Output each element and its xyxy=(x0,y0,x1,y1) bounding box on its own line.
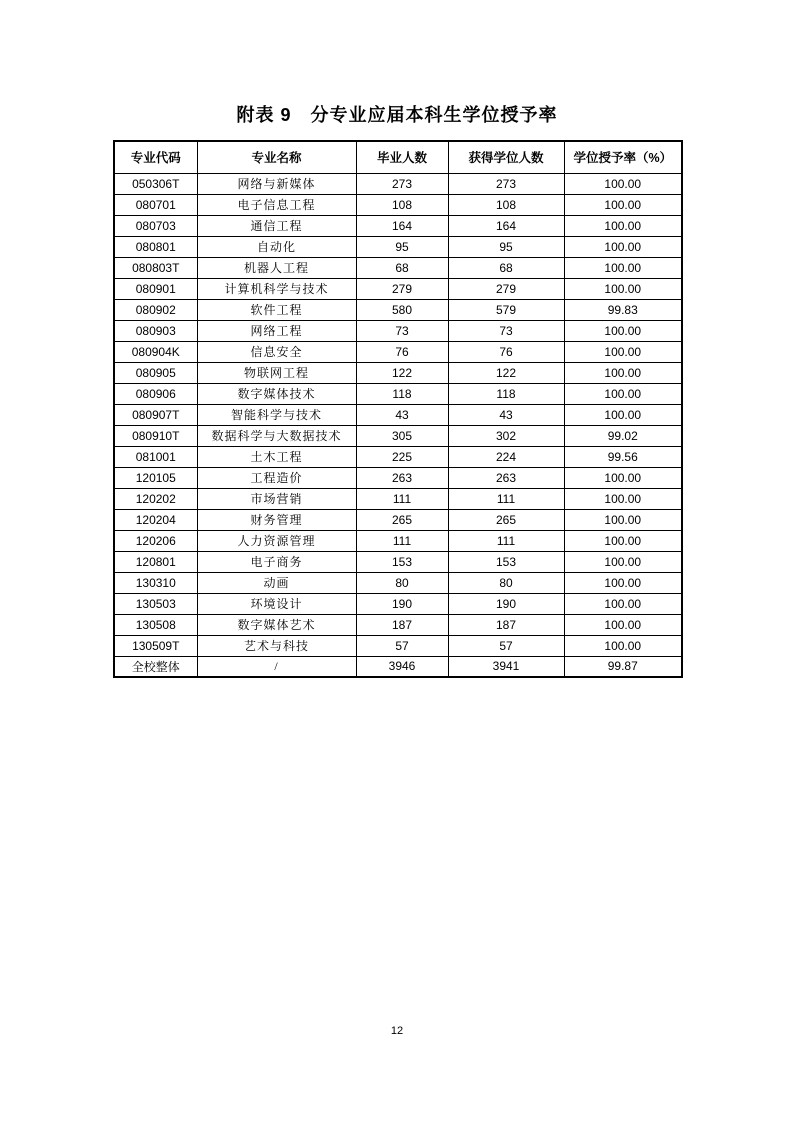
cell-award-rate: 99.56 xyxy=(564,446,682,467)
cell-award-rate: 100.00 xyxy=(564,383,682,404)
table-row xyxy=(114,341,682,362)
cell-graduate-count: 225 xyxy=(356,446,448,467)
table-row xyxy=(114,593,682,614)
cell-major-name: 智能科学与技术 xyxy=(197,404,356,425)
cell-graduate-count: 108 xyxy=(356,194,448,215)
cell-graduate-count: 3946 xyxy=(356,656,448,677)
cell-major-code: 全校整体 xyxy=(114,656,197,677)
cell-degree-count: 153 xyxy=(448,551,564,572)
cell-award-rate: 100.00 xyxy=(564,404,682,425)
cell-degree-count: 190 xyxy=(448,593,564,614)
cell-award-rate: 100.00 xyxy=(564,614,682,635)
cell-award-rate: 100.00 xyxy=(564,215,682,236)
cell-major-code: 130509T xyxy=(114,635,197,656)
cell-major-name: 通信工程 xyxy=(197,215,356,236)
cell-major-code: 080907T xyxy=(114,404,197,425)
table-header-row xyxy=(114,141,682,173)
cell-award-rate: 100.00 xyxy=(564,488,682,509)
cell-graduate-count: 265 xyxy=(356,509,448,530)
cell-award-rate: 100.00 xyxy=(564,341,682,362)
table-row xyxy=(114,425,682,446)
cell-major-name: 物联网工程 xyxy=(197,362,356,383)
cell-graduate-count: 187 xyxy=(356,614,448,635)
cell-graduate-count: 153 xyxy=(356,551,448,572)
cell-graduate-count: 73 xyxy=(356,320,448,341)
table-row xyxy=(114,362,682,383)
cell-major-name: 数字媒体艺术 xyxy=(197,614,356,635)
cell-graduate-count: 111 xyxy=(356,488,448,509)
cell-graduate-count: 279 xyxy=(356,278,448,299)
cell-graduate-count: 95 xyxy=(356,236,448,257)
cell-graduate-count: 57 xyxy=(356,635,448,656)
cell-award-rate: 100.00 xyxy=(564,467,682,488)
cell-degree-count: 263 xyxy=(448,467,564,488)
cell-major-name: 软件工程 xyxy=(197,299,356,320)
table-row xyxy=(114,509,682,530)
cell-major-code: 130508 xyxy=(114,614,197,635)
cell-award-rate: 100.00 xyxy=(564,278,682,299)
cell-graduate-count: 80 xyxy=(356,572,448,593)
cell-graduate-count: 263 xyxy=(356,467,448,488)
cell-award-rate: 100.00 xyxy=(564,509,682,530)
cell-major-code: 080803T xyxy=(114,257,197,278)
cell-graduate-count: 305 xyxy=(356,425,448,446)
cell-major-name: 数字媒体技术 xyxy=(197,383,356,404)
table-row xyxy=(114,635,682,656)
cell-degree-count: 118 xyxy=(448,383,564,404)
table-row xyxy=(114,656,682,677)
table-row xyxy=(114,614,682,635)
cell-graduate-count: 190 xyxy=(356,593,448,614)
table-row xyxy=(114,278,682,299)
cell-major-code: 050306T xyxy=(114,173,197,194)
cell-major-name: 动画 xyxy=(197,572,356,593)
cell-graduate-count: 118 xyxy=(356,383,448,404)
table-row xyxy=(114,488,682,509)
cell-award-rate: 100.00 xyxy=(564,593,682,614)
cell-degree-count: 187 xyxy=(448,614,564,635)
cell-award-rate: 100.00 xyxy=(564,320,682,341)
cell-degree-count: 579 xyxy=(448,299,564,320)
cell-major-code: 130310 xyxy=(114,572,197,593)
table-row xyxy=(114,551,682,572)
cell-degree-count: 164 xyxy=(448,215,564,236)
cell-major-code: 080801 xyxy=(114,236,197,257)
column-header-degree-count: 获得学位人数 xyxy=(448,141,564,173)
cell-degree-count: 302 xyxy=(448,425,564,446)
table-row xyxy=(114,236,682,257)
cell-major-code: 120206 xyxy=(114,530,197,551)
cell-graduate-count: 68 xyxy=(356,257,448,278)
cell-degree-count: 273 xyxy=(448,173,564,194)
cell-degree-count: 80 xyxy=(448,572,564,593)
cell-major-name: 数据科学与大数据技术 xyxy=(197,425,356,446)
cell-award-rate: 100.00 xyxy=(564,530,682,551)
degree-award-rate-table xyxy=(113,140,683,678)
table-row xyxy=(114,383,682,404)
cell-major-name: 电子信息工程 xyxy=(197,194,356,215)
cell-major-code: 130503 xyxy=(114,593,197,614)
cell-major-code: 081001 xyxy=(114,446,197,467)
table-row xyxy=(114,320,682,341)
table-row xyxy=(114,467,682,488)
cell-major-name: / xyxy=(197,656,356,677)
cell-award-rate: 100.00 xyxy=(564,236,682,257)
cell-major-code: 080703 xyxy=(114,215,197,236)
cell-graduate-count: 580 xyxy=(356,299,448,320)
cell-degree-count: 68 xyxy=(448,257,564,278)
cell-degree-count: 108 xyxy=(448,194,564,215)
table-row xyxy=(114,446,682,467)
column-header-award-rate: 学位授予率（%） xyxy=(564,141,682,173)
cell-major-code: 080902 xyxy=(114,299,197,320)
cell-degree-count: 73 xyxy=(448,320,564,341)
table-row xyxy=(114,194,682,215)
cell-award-rate: 100.00 xyxy=(564,257,682,278)
cell-degree-count: 224 xyxy=(448,446,564,467)
table-row xyxy=(114,215,682,236)
cell-degree-count: 57 xyxy=(448,635,564,656)
cell-award-rate: 99.02 xyxy=(564,425,682,446)
cell-major-name: 网络与新媒体 xyxy=(197,173,356,194)
table-row xyxy=(114,530,682,551)
cell-graduate-count: 122 xyxy=(356,362,448,383)
cell-degree-count: 43 xyxy=(448,404,564,425)
cell-award-rate: 99.87 xyxy=(564,656,682,677)
cell-degree-count: 122 xyxy=(448,362,564,383)
cell-major-code: 080910T xyxy=(114,425,197,446)
cell-graduate-count: 43 xyxy=(356,404,448,425)
cell-major-name: 自动化 xyxy=(197,236,356,257)
table-row xyxy=(114,404,682,425)
cell-award-rate: 99.83 xyxy=(564,299,682,320)
cell-graduate-count: 76 xyxy=(356,341,448,362)
cell-graduate-count: 164 xyxy=(356,215,448,236)
table-row xyxy=(114,572,682,593)
cell-graduate-count: 273 xyxy=(356,173,448,194)
column-header-major-name: 专业名称 xyxy=(197,141,356,173)
cell-major-code: 080701 xyxy=(114,194,197,215)
cell-award-rate: 100.00 xyxy=(564,173,682,194)
cell-major-name: 机器人工程 xyxy=(197,257,356,278)
cell-major-name: 人力资源管理 xyxy=(197,530,356,551)
cell-degree-count: 76 xyxy=(448,341,564,362)
cell-major-code: 120202 xyxy=(114,488,197,509)
table-row xyxy=(114,173,682,194)
column-header-graduate-count: 毕业人数 xyxy=(356,141,448,173)
cell-major-name: 计算机科学与技术 xyxy=(197,278,356,299)
cell-award-rate: 100.00 xyxy=(564,572,682,593)
cell-degree-count: 95 xyxy=(448,236,564,257)
table-body xyxy=(114,173,682,677)
cell-major-name: 土木工程 xyxy=(197,446,356,467)
cell-major-name: 工程造价 xyxy=(197,467,356,488)
cell-degree-count: 265 xyxy=(448,509,564,530)
cell-major-code: 120105 xyxy=(114,467,197,488)
cell-major-name: 财务管理 xyxy=(197,509,356,530)
page-title: 附表 9 分专业应届本科生学位授予率 xyxy=(236,105,558,125)
cell-major-name: 市场营销 xyxy=(197,488,356,509)
cell-degree-count: 3941 xyxy=(448,656,564,677)
cell-major-name: 艺术与科技 xyxy=(197,635,356,656)
cell-major-code: 080901 xyxy=(114,278,197,299)
cell-major-code: 080903 xyxy=(114,320,197,341)
cell-degree-count: 111 xyxy=(448,530,564,551)
cell-major-name: 网络工程 xyxy=(197,320,356,341)
cell-major-name: 信息安全 xyxy=(197,341,356,362)
cell-award-rate: 100.00 xyxy=(564,551,682,572)
cell-major-code: 080905 xyxy=(114,362,197,383)
cell-award-rate: 100.00 xyxy=(564,362,682,383)
table-row xyxy=(114,299,682,320)
cell-major-code: 080904K xyxy=(114,341,197,362)
cell-graduate-count: 111 xyxy=(356,530,448,551)
cell-major-name: 电子商务 xyxy=(197,551,356,572)
cell-degree-count: 111 xyxy=(448,488,564,509)
cell-major-code: 080906 xyxy=(114,383,197,404)
cell-major-code: 120204 xyxy=(114,509,197,530)
cell-degree-count: 279 xyxy=(448,278,564,299)
cell-award-rate: 100.00 xyxy=(564,194,682,215)
cell-major-name: 环境设计 xyxy=(197,593,356,614)
cell-major-code: 120801 xyxy=(114,551,197,572)
page-number: 12 xyxy=(390,1025,404,1037)
column-header-major-code: 专业代码 xyxy=(114,141,197,173)
cell-award-rate: 100.00 xyxy=(564,635,682,656)
table-row xyxy=(114,257,682,278)
